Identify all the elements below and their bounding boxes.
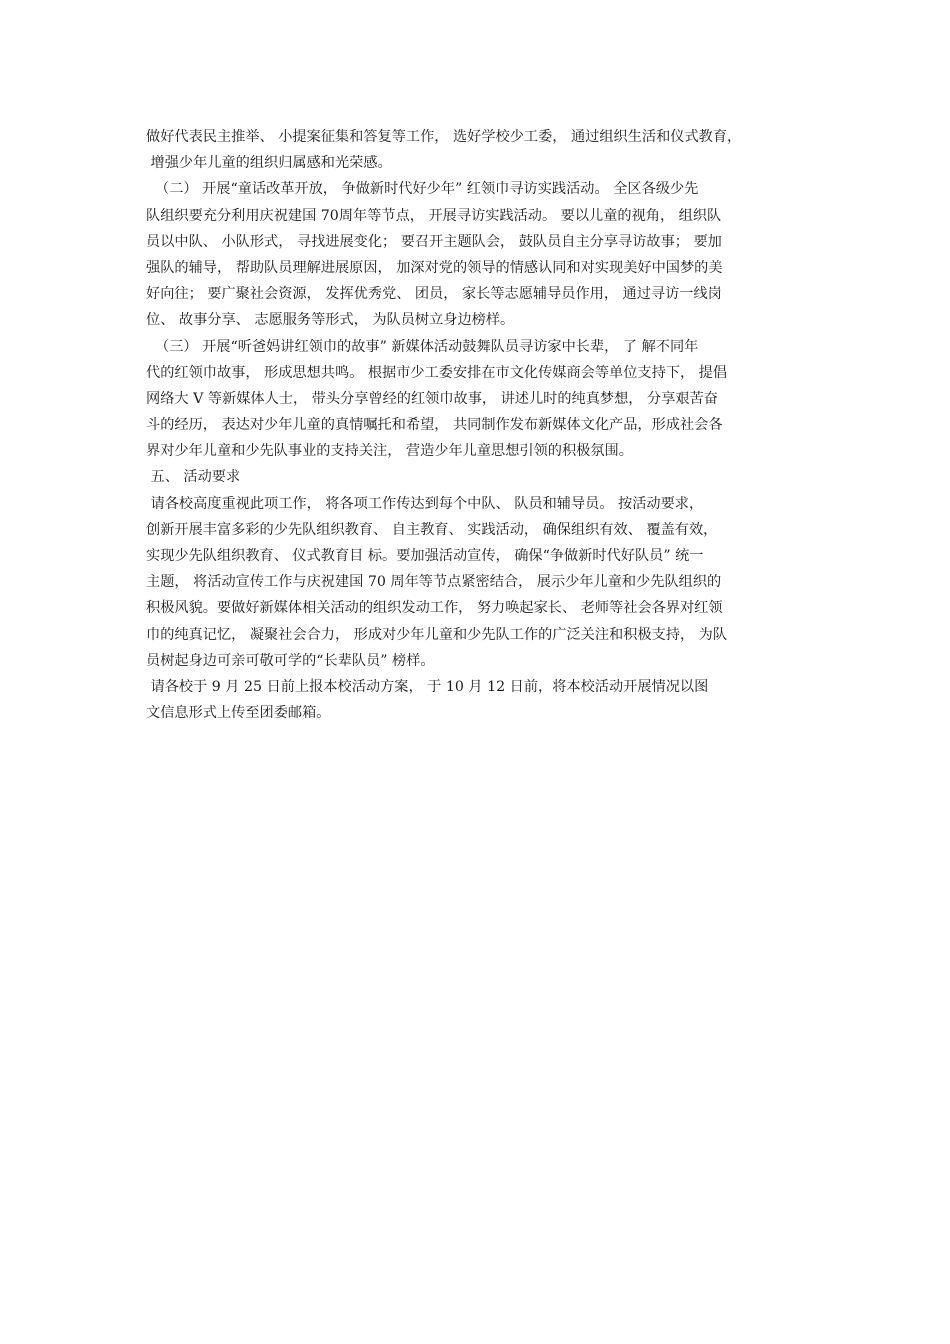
text-line: 主题， 将活动宣传工作与庆祝建国 70 周年等节点紧密结合， 展示少年儿童和少先队组织的 <box>146 574 722 591</box>
text-line: 员以中队、 小队形式， 寻找进展变化； 要召开主题队会， 鼓队员自主分享寻访故事； 要加 <box>146 233 722 250</box>
section-heading: 五、 活动要求 <box>146 469 241 486</box>
text-line: 强队的辅导， 帮助队员理解进展原因， 加深对党的领导的情感认同和对实现美好中国梦的美 <box>146 259 723 276</box>
text-line: 请各校于 9 月 25 日前上报本校活动方案， 于 10 月 12 日前，将本校活动开展情况以图 <box>146 678 709 695</box>
text-line: 员树起身边可亲可敬可学的“长辈队员” 榜样。 <box>146 652 435 669</box>
text-line: （三） 开展“听爸妈讲红领巾的故事” 新媒体活动鼓舞队员寻访家中长辈， 了 解不同年 <box>146 338 699 355</box>
text-line: 斗的经历， 表达对少年儿童的真情嘱托和希望， 共同制作发布新媒体文化产品，形成社会各 <box>146 417 723 434</box>
text-line: 队组织要充分利用庆祝建国 70周年等节点， 开展寻访实践活动。 要以儿童的视角， 组织队 <box>146 207 722 224</box>
text-line: 增强少年儿童的组织归属感和光荣感。 <box>146 155 392 172</box>
text-line: 界对少年儿童和少先队事业的支持关注， 营造少年儿童思想引领的积极氛围。 <box>146 443 633 460</box>
document-body <box>146 124 836 726</box>
text-line: 请各校高度重视此项工作， 将各项工作传达到每个中队、 队员和辅导员。 按活动要求， <box>146 495 704 512</box>
text-line: 巾的纯真记忆， 凝聚社会合力， 形成对少年儿童和少先队工作的广泛关注和积极支持， 为队 <box>146 626 728 643</box>
text-line: 积极风貌。要做好新媒体相关活动的组织发动工作， 努力唤起家长、 老师等社会各界对红领 <box>146 600 723 617</box>
text-line: 位、 故事分享、 志愿服务等形式， 为队员树立身边榜样。 <box>146 312 515 329</box>
text-line: 代的红领巾故事， 形成思想共鸣。 根据市少工委安排在市文化传媒商会等单位支持下， 提倡 <box>146 364 728 381</box>
text-line: 文信息形式上传至团委邮箱。 <box>146 705 331 722</box>
text-line: 好向往； 要广聚社会资源， 发挥优秀党、 团员， 家长等志愿辅导员作用， 通过寻访一线岗 <box>146 286 722 303</box>
text-line: 网络大 V 等新媒体人士， 带头分享曾经的红领巾故事， 讲述儿时的纯真梦想， 分享艰苦奋 <box>146 390 718 407</box>
text-line: 实现少先队组织教育、 仪式教育目 标。要加强活动宣传， 确保“争做新时代好队员” 统一 <box>146 548 704 564</box>
text-line: 创新开展丰富多彩的少先队组织教育、 自主教育、 实践活动， 确保组织有效、 覆盖有效， <box>146 521 718 538</box>
text-line: （二） 开展“童话改革开放， 争做新时代好少年” 红领巾寻访实践活动。 全区各级少先 <box>146 181 699 198</box>
text-line: 做好代表民主推举、 小提案征集和答复等工作， 选好学校少工委， 通过组织生活和仪式教育， <box>146 129 742 145</box>
